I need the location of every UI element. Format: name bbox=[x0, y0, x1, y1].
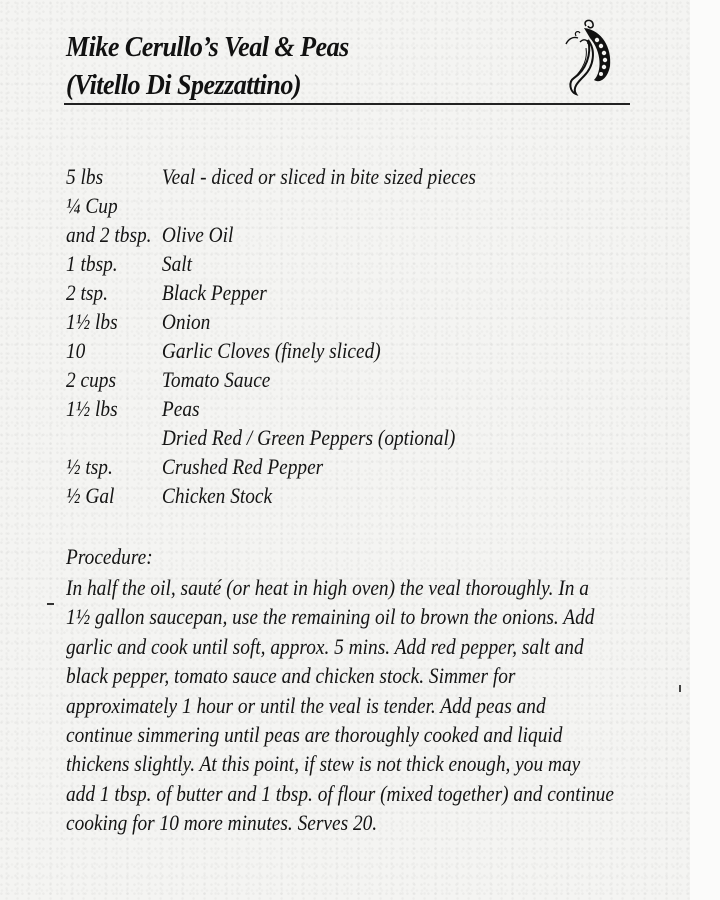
ingredient-row bbox=[66, 220, 476, 249]
procedure-line: add 1 tbsp. of butter and 1 tbsp. of flour (mixed together) and continue bbox=[66, 780, 614, 806]
procedure-text bbox=[66, 573, 614, 838]
pea-pod-icon bbox=[556, 18, 618, 96]
ingredient-row bbox=[66, 162, 476, 191]
ingredient-name: Salt bbox=[161, 251, 193, 276]
title-divider bbox=[64, 103, 630, 105]
ingredient-quantity: ¼ Cup bbox=[66, 193, 118, 218]
margin-mark bbox=[47, 603, 54, 605]
ingredient-quantity bbox=[66, 423, 162, 452]
ingredient-name: Veal - diced or sliced in bite sized pieces bbox=[161, 164, 476, 189]
ingredient-name: Crushed Red Pepper bbox=[161, 454, 324, 479]
ingredient-quantity: 10 bbox=[66, 338, 86, 363]
procedure-line: cooking for 10 more minutes. Serves 20. bbox=[66, 810, 378, 836]
ingredient-quantity: 5 lbs bbox=[66, 164, 104, 189]
ingredient-row bbox=[66, 191, 476, 220]
procedure-heading: Procedure: bbox=[66, 544, 153, 569]
procedure-line: In half the oil, sauté (or heat in high oven) the veal thoroughly. In a bbox=[66, 575, 589, 600]
ingredient-row bbox=[66, 394, 476, 423]
ingredient-row bbox=[66, 336, 476, 365]
ingredient-row bbox=[66, 423, 476, 452]
ingredient-quantity: ½ Gal bbox=[66, 483, 115, 508]
ingredient-row bbox=[66, 249, 476, 278]
procedure-line: garlic and cook until soft, approx. 5 mins. Add red pepper, salt and bbox=[66, 633, 584, 659]
ingredient-quantity: and 2 tbsp. bbox=[66, 222, 152, 247]
ingredient-name: Garlic Cloves (finely sliced) bbox=[161, 338, 381, 363]
ingredient-name: Olive Oil bbox=[161, 222, 234, 247]
recipe-title-italian: (Vitello Di Spezzattino) bbox=[66, 69, 302, 101]
paper-edge bbox=[690, 0, 720, 900]
ingredient-quantity: 1 tbsp. bbox=[66, 251, 118, 276]
ingredient-quantity: ½ tsp. bbox=[66, 454, 113, 479]
ingredient-row bbox=[66, 365, 476, 394]
ingredient-row bbox=[66, 481, 476, 510]
procedure-line: black pepper, tomato sauce and chicken stock. Simmer for bbox=[66, 663, 516, 689]
ingredient-quantity: 1½ lbs bbox=[66, 396, 118, 421]
ingredient-row bbox=[66, 307, 476, 336]
ingredient-row bbox=[66, 452, 476, 481]
ingredient-quantity: 2 tsp. bbox=[66, 280, 108, 305]
ingredient-name: Dried Red / Green Peppers (optional) bbox=[161, 425, 456, 450]
ingredient-name: Peas bbox=[161, 396, 200, 421]
recipe-title bbox=[66, 28, 349, 104]
ingredient-quantity: 1½ lbs bbox=[66, 309, 118, 334]
procedure-line: continue simmering until peas are thoroughly cooked and liquid bbox=[66, 721, 563, 747]
ingredient-row bbox=[66, 278, 476, 307]
ingredient-name: Onion bbox=[161, 309, 211, 334]
scan-mark bbox=[679, 685, 681, 692]
procedure-line: approximately 1 hour or until the veal is tender. Add peas and bbox=[66, 692, 546, 718]
ingredient-name: Tomato Sauce bbox=[161, 367, 271, 392]
recipe-title-name: Mike Cerullo’s Veal & Peas bbox=[66, 31, 349, 63]
procedure-line: thickens slightly. At this point, if stew is not thick enough, you may bbox=[66, 751, 581, 777]
ingredient-quantity: 2 cups bbox=[66, 367, 117, 392]
procedure-line: 1½ gallon saucepan, use the remaining oil to brown the onions. Add bbox=[66, 604, 595, 630]
ingredient-name: Black Pepper bbox=[161, 280, 267, 305]
ingredient-name: Chicken Stock bbox=[161, 483, 273, 508]
ingredients-list bbox=[66, 162, 476, 510]
